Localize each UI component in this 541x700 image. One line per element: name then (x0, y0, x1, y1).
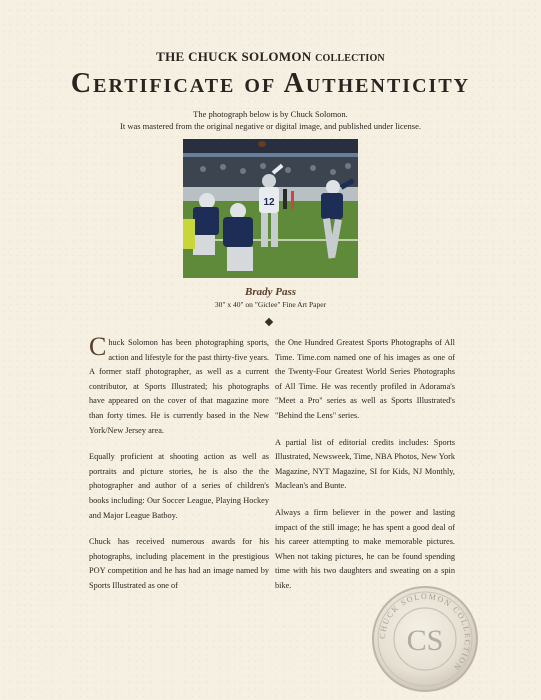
collection-suffix: COLLECTION (315, 53, 385, 64)
diamond-ornament-icon (265, 318, 273, 326)
bio-paragraph-1-text: huck Solomon has been photographing sports, action and lifestyle for the past thirty-five years. A former staff photographer, as well as a current contributor, at Sports Illustrated; his photographs have appeared on the cover of that magazine more than forty times. He is currently based in the New York/New Jersey area. (89, 338, 269, 435)
bio-paragraph-6: Always a firm believer in the power and lasting impact of the still image; he has spent a good deal of his career attempting to make memorable pictures. When not taking pictures, he can be found spending time with his two daughters and sweating on a spin bike. (275, 507, 455, 590)
bio-column-left (89, 332, 269, 606)
seal-icon (370, 584, 480, 694)
jersey-number: 12 (263, 197, 275, 208)
embossed-seal (370, 584, 480, 694)
collection-prefix: THE (156, 49, 185, 64)
photo-title: Brady Pass (244, 286, 297, 298)
intro-text (0, 108, 541, 132)
bio-paragraph-5: A partial list of editorial credits includes: Sports Illustrated, Newsweek, Time, NBA Photos, New York Magazine, NYT Magazine, SI for Kids, NJ Monthly, Maclean's and Bunte. (275, 437, 455, 491)
intro-line-2: It was mastered from the original negative or digital image, and published under license. (120, 121, 421, 131)
bio-paragraph-1 (89, 332, 269, 438)
seal-monogram: CS (406, 624, 444, 657)
intro-line-1: The photograph below is by Chuck Solomon. (193, 109, 348, 119)
bio-paragraph-4: the One Hundred Greatest Sports Photographs of All Time. Time.com named one of his images as one of the Twenty-Four Greatest World Series Photographs of All Time. He was recently profiled in Adorama's "Meet a Pro" series as well as Sports Illustrated's "Behind the Lens" series. (275, 338, 455, 420)
bio-column-right (275, 336, 455, 606)
photo-illustration (183, 139, 358, 278)
football-photograph (183, 139, 358, 278)
certificate-title: Certificate of Authenticity (70, 68, 471, 99)
drop-cap: C (89, 332, 107, 361)
seal-text: CHUCK SOLOMON COLLECTION (377, 591, 473, 673)
bio-paragraph-2: Equally proficient at shooting action as well as portraits and picture stories, he is also the the photographer and author of a series of children's books including: Our Soccer League, Playing Hockey and Major League Batboy. (89, 452, 269, 520)
collection-name: CHUCK SOLOMON (188, 49, 312, 64)
photo-dimensions: 30" x 40" on "Giclee" Fine Art Paper (214, 300, 327, 309)
bio-paragraph-3: Chuck has received numerous awards for his photographs, including placement in the prestigious POY competition and he has had an image named by Sports Illustrated as one of (89, 537, 269, 590)
collection-heading (0, 49, 541, 65)
